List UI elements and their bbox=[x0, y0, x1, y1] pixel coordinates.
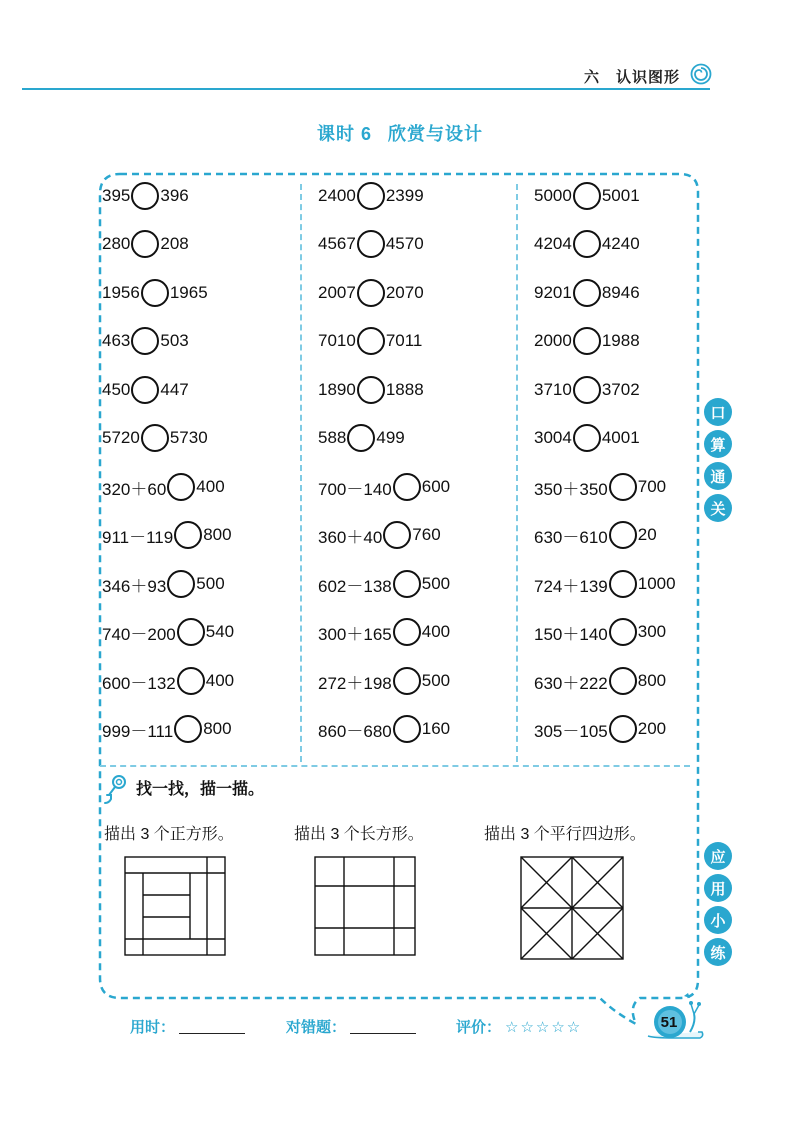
left-value: 2007 bbox=[318, 283, 356, 302]
left-value: 5000 bbox=[534, 186, 572, 205]
answer-circle[interactable] bbox=[393, 473, 421, 501]
right-value: 7011 bbox=[385, 331, 423, 350]
right-value: 1000 bbox=[637, 574, 676, 593]
compare-item bbox=[534, 423, 640, 453]
compare-item bbox=[318, 181, 424, 211]
answer-circle[interactable] bbox=[357, 279, 385, 307]
right-value: 5001 bbox=[601, 186, 640, 205]
right-value: 3702 bbox=[601, 380, 640, 399]
page-number: 51 bbox=[660, 1014, 678, 1031]
time-label: 用时： bbox=[130, 1019, 176, 1036]
answer-circle[interactable] bbox=[167, 473, 195, 501]
left-value: 602－138 bbox=[318, 576, 392, 596]
left-value: 360＋40 bbox=[318, 527, 383, 547]
compare-item bbox=[534, 229, 640, 259]
compare-item bbox=[318, 472, 450, 502]
rating-stars[interactable]: ☆☆☆☆☆ bbox=[505, 1019, 583, 1036]
answer-circle[interactable] bbox=[177, 667, 205, 695]
right-value: 8946 bbox=[601, 283, 640, 302]
right-value: 400 bbox=[421, 622, 451, 641]
compare-item bbox=[534, 666, 666, 696]
left-value: 911－119 bbox=[102, 527, 174, 547]
side-tab-mental-math bbox=[704, 398, 732, 526]
left-value: 1890 bbox=[318, 380, 356, 399]
answer-circle[interactable] bbox=[357, 230, 385, 258]
answer-circle[interactable] bbox=[609, 715, 637, 743]
lesson-title bbox=[0, 120, 800, 146]
right-value: 800 bbox=[203, 719, 232, 738]
answer-circle[interactable] bbox=[383, 521, 411, 549]
right-value: 800 bbox=[637, 671, 667, 690]
left-value: 4567 bbox=[318, 234, 356, 253]
compare-item bbox=[102, 520, 232, 550]
compare-item bbox=[102, 181, 189, 211]
right-value: 396 bbox=[160, 186, 189, 205]
header-rule bbox=[22, 88, 710, 90]
right-value: 503 bbox=[160, 331, 189, 350]
compare-item bbox=[318, 617, 450, 647]
comparison-exercises bbox=[98, 178, 698, 763]
answer-circle[interactable] bbox=[393, 667, 421, 695]
answer-circle[interactable] bbox=[357, 376, 385, 404]
eval-label: 评价： bbox=[456, 1019, 502, 1036]
right-value: 400 bbox=[196, 477, 225, 496]
tab-char: 用 bbox=[704, 874, 732, 902]
task-squares-label: 描出 3 个正方形。 bbox=[104, 826, 234, 843]
tab-char: 关 bbox=[704, 494, 732, 522]
spiral-icon bbox=[690, 63, 712, 85]
compare-item bbox=[318, 666, 450, 696]
answer-circle[interactable] bbox=[609, 667, 637, 695]
answer-circle[interactable] bbox=[573, 230, 601, 258]
right-value: 760 bbox=[412, 525, 441, 544]
exercise-column-2 bbox=[318, 178, 518, 763]
left-value: 300＋165 bbox=[318, 624, 392, 644]
answer-circle[interactable] bbox=[393, 570, 421, 598]
left-value: 395 bbox=[102, 186, 131, 205]
tab-char: 口 bbox=[704, 398, 732, 426]
section-divider bbox=[100, 765, 690, 767]
compare-item bbox=[534, 714, 666, 744]
right-value: 700 bbox=[637, 477, 667, 496]
answer-circle[interactable] bbox=[393, 618, 421, 646]
right-value: 500 bbox=[196, 574, 225, 593]
right-value: 2070 bbox=[385, 283, 424, 302]
compare-item bbox=[102, 278, 208, 308]
right-value: 300 bbox=[637, 622, 667, 641]
left-value: 346＋93 bbox=[102, 576, 167, 596]
right-value: 1988 bbox=[601, 331, 640, 350]
answer-circle[interactable] bbox=[141, 424, 169, 452]
left-value: 7010 bbox=[318, 331, 356, 350]
right-value: 499 bbox=[376, 428, 405, 447]
left-value: 724＋139 bbox=[534, 576, 608, 596]
left-value: 860－680 bbox=[318, 721, 392, 741]
squares-figure[interactable] bbox=[124, 856, 226, 956]
tab-char: 小 bbox=[704, 906, 732, 934]
compare-item bbox=[534, 278, 640, 308]
right-value: 540 bbox=[205, 622, 235, 641]
left-value: 350＋350 bbox=[534, 479, 608, 499]
right-value: 208 bbox=[160, 234, 189, 253]
compare-item bbox=[102, 229, 189, 259]
left-value: 600－132 bbox=[102, 673, 176, 693]
task-parallelograms-label: 描出 3 个平行四边形。 bbox=[484, 826, 646, 843]
task-title: 找一找，描一描。 bbox=[136, 781, 265, 798]
right-value: 500 bbox=[421, 671, 451, 690]
left-value: 320＋60 bbox=[102, 479, 167, 499]
right-value: 4001 bbox=[601, 428, 640, 447]
compare-item bbox=[102, 472, 225, 502]
errors-field[interactable] bbox=[286, 1016, 416, 1037]
tab-char: 练 bbox=[704, 938, 732, 966]
answer-circle[interactable] bbox=[131, 182, 159, 210]
time-field[interactable] bbox=[130, 1016, 245, 1037]
parallelograms-figure[interactable] bbox=[520, 856, 624, 960]
right-value: 20 bbox=[637, 525, 657, 544]
side-tab-application bbox=[704, 842, 732, 970]
right-value: 4240 bbox=[601, 234, 640, 253]
answer-circle[interactable] bbox=[131, 376, 159, 404]
left-value: 3004 bbox=[534, 428, 572, 447]
left-value: 1956 bbox=[102, 283, 140, 302]
evaluation-field bbox=[456, 1016, 582, 1037]
answer-circle[interactable] bbox=[573, 424, 601, 452]
compare-item bbox=[102, 666, 234, 696]
answer-circle[interactable] bbox=[609, 473, 637, 501]
tab-char: 通 bbox=[704, 462, 732, 490]
errors-blank[interactable] bbox=[350, 1020, 416, 1034]
right-value: 4570 bbox=[385, 234, 424, 253]
answer-circle[interactable] bbox=[174, 521, 202, 549]
compare-item bbox=[318, 520, 441, 550]
left-value: 3710 bbox=[534, 380, 572, 399]
left-value: 280 bbox=[102, 234, 131, 253]
answer-circle[interactable] bbox=[573, 279, 601, 307]
right-value: 5730 bbox=[169, 428, 208, 447]
answer-circle[interactable] bbox=[573, 182, 601, 210]
left-value: 700－140 bbox=[318, 479, 392, 499]
answer-circle[interactable] bbox=[177, 618, 205, 646]
answer-circle[interactable] bbox=[357, 182, 385, 210]
task-rectangles-label: 描出 3 个长方形。 bbox=[294, 826, 424, 843]
right-value: 1888 bbox=[385, 380, 424, 399]
left-value: 4204 bbox=[534, 234, 572, 253]
answer-circle[interactable] bbox=[357, 327, 385, 355]
left-value: 5720 bbox=[102, 428, 140, 447]
compare-item bbox=[534, 326, 640, 356]
compare-item bbox=[318, 375, 424, 405]
answer-circle[interactable] bbox=[573, 376, 601, 404]
compare-item bbox=[534, 472, 666, 502]
compare-item bbox=[102, 423, 208, 453]
compare-item bbox=[318, 229, 424, 259]
answer-circle[interactable] bbox=[573, 327, 601, 355]
right-value: 400 bbox=[205, 671, 235, 690]
left-value: 463 bbox=[102, 331, 131, 350]
answer-circle[interactable] bbox=[174, 715, 202, 743]
right-value: 1965 bbox=[169, 283, 208, 302]
compare-item bbox=[318, 714, 450, 744]
answer-circle[interactable] bbox=[609, 521, 637, 549]
rectangles-figure[interactable] bbox=[314, 856, 416, 956]
answer-circle[interactable] bbox=[131, 230, 159, 258]
time-blank[interactable] bbox=[179, 1020, 245, 1034]
left-value: 999－111 bbox=[102, 721, 174, 741]
left-value: 9201 bbox=[534, 283, 572, 302]
compare-item bbox=[534, 375, 640, 405]
compare-item bbox=[534, 520, 657, 550]
answer-circle[interactable] bbox=[131, 327, 159, 355]
left-value: 2000 bbox=[534, 331, 572, 350]
left-value: 588 bbox=[318, 428, 347, 447]
compare-item bbox=[102, 617, 234, 647]
errors-label: 对错题： bbox=[286, 1019, 347, 1036]
left-value: 740－200 bbox=[102, 624, 176, 644]
magnifier-icon bbox=[102, 773, 130, 807]
answer-circle[interactable] bbox=[609, 570, 637, 598]
right-value: 447 bbox=[160, 380, 189, 399]
lesson-number: 课时 6 bbox=[316, 124, 372, 144]
chapter-title: 六 认识图形 bbox=[584, 69, 681, 86]
left-value: 450 bbox=[102, 380, 131, 399]
tab-char: 算 bbox=[704, 430, 732, 458]
left-value: 2400 bbox=[318, 186, 356, 205]
left-value: 272＋198 bbox=[318, 673, 392, 693]
compare-item bbox=[318, 326, 422, 356]
compare-item bbox=[318, 569, 450, 599]
compare-item bbox=[318, 423, 405, 453]
answer-circle[interactable] bbox=[609, 618, 637, 646]
left-value: 305－105 bbox=[534, 721, 608, 741]
compare-item bbox=[102, 569, 225, 599]
compare-item bbox=[318, 278, 424, 308]
compare-item bbox=[534, 617, 666, 647]
compare-item bbox=[102, 375, 189, 405]
answer-circle[interactable] bbox=[141, 279, 169, 307]
lesson-name: 欣赏与设计 bbox=[388, 124, 483, 144]
right-value: 160 bbox=[421, 719, 451, 738]
answer-circle[interactable] bbox=[347, 424, 375, 452]
compare-item bbox=[102, 714, 232, 744]
right-value: 500 bbox=[421, 574, 451, 593]
answer-circle[interactable] bbox=[393, 715, 421, 743]
answer-circle[interactable] bbox=[167, 570, 195, 598]
left-value: 150＋140 bbox=[534, 624, 608, 644]
left-value: 630－610 bbox=[534, 527, 608, 547]
left-value: 630＋222 bbox=[534, 673, 608, 693]
compare-item bbox=[534, 569, 676, 599]
exercise-column-1 bbox=[102, 178, 302, 763]
right-value: 2399 bbox=[385, 186, 424, 205]
right-value: 600 bbox=[421, 477, 451, 496]
right-value: 200 bbox=[637, 719, 667, 738]
compare-item bbox=[534, 181, 640, 211]
right-value: 800 bbox=[203, 525, 232, 544]
tab-char: 应 bbox=[704, 842, 732, 870]
compare-item bbox=[102, 326, 189, 356]
